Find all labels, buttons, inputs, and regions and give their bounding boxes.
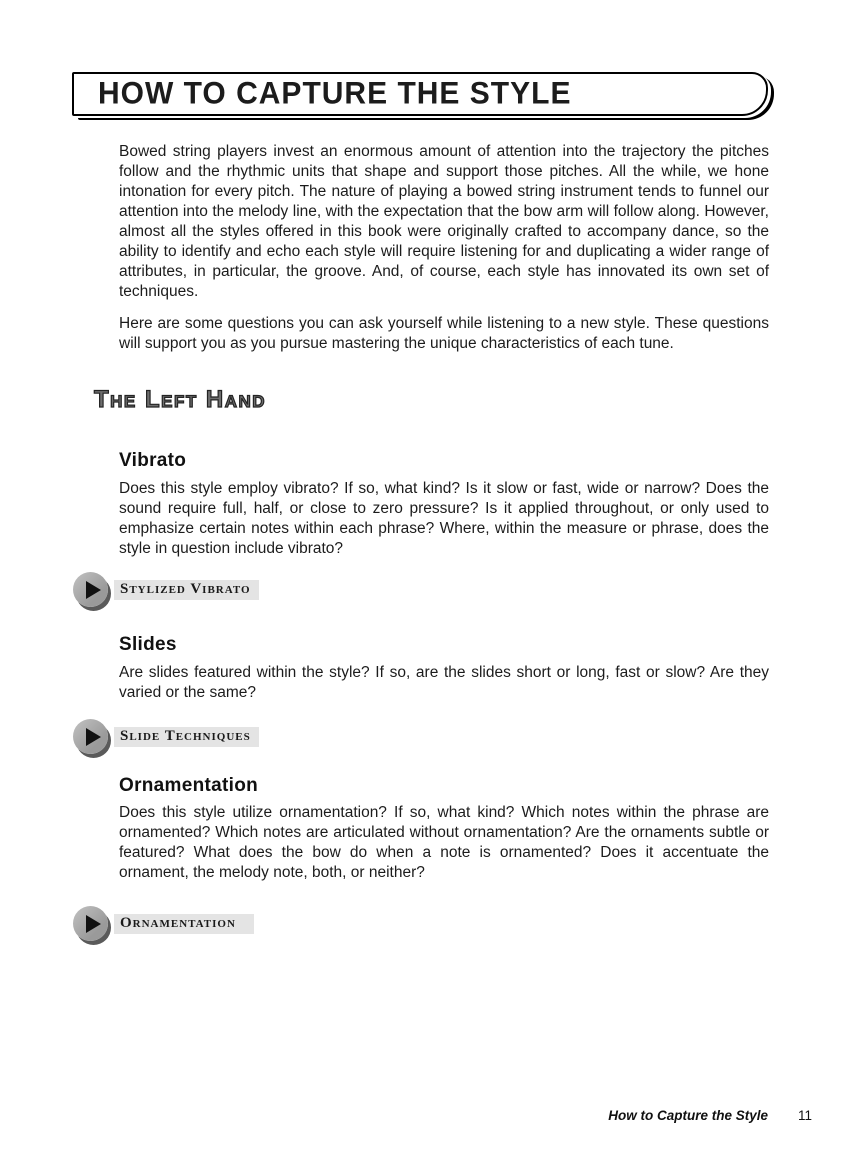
subsection-title-vibrato: Vibrato — [119, 450, 187, 471]
subsection-body-ornamentation: Does this style utilize ornamentation? If so, what kind? Which notes within the phrase are ornamented? Which notes are articulated without ornamentation? Are the ornaments subtle or featured? What does the bow do when a note is ornamented? Does it accentuate the ornament, the melody note, both, or neither? — [119, 804, 769, 881]
play-icon — [73, 906, 108, 941]
play-triangle-icon — [86, 728, 101, 746]
footer-page-number: 11 — [797, 1108, 812, 1123]
subsection-title-slides: Slides — [119, 634, 177, 655]
play-icon — [73, 719, 108, 754]
audio-track-label: Stylized Vibrato — [114, 580, 259, 600]
page-title: HOW TO CAPTURE THE STYLE — [98, 76, 572, 111]
audio-track-row — [73, 906, 254, 941]
audio-track-row — [73, 719, 259, 754]
audio-track-label: Ornamentation — [114, 914, 254, 934]
chapter-title-box — [72, 72, 768, 116]
audio-track-row — [73, 572, 259, 607]
play-triangle-icon — [86, 915, 101, 933]
page-footer — [608, 1108, 812, 1123]
section-heading-left-hand: The Left Hand — [94, 386, 267, 413]
subsection-title-ornamentation: Ornamentation — [119, 775, 259, 796]
play-icon — [73, 572, 108, 607]
intro-paragraph-1: Bowed string players invest an enormous amount of attention into the trajectory the pitches follow and the rhythmic units that shape and support those pitches. All the while, we hone intonation for every pitch. The nature of playing a bowed string instrument tends to funnel our attention into the melody line, with the expectation that the bow arm will follow along. However, almost all the styles offered in this book were originally crafted to accompany dance, so the ability to identify and echo each style will require listening for and duplicating a wider range of attributes, in particular, the groove. And, of course, each style has innovated its own set of techniques. — [119, 143, 769, 300]
footer-running-title: How to Capture the Style — [608, 1108, 768, 1123]
subsection-body-vibrato: Does this style employ vibrato? If so, what kind? Is it slow or fast, wide or narrow? Does the sound require full, half, or close to zero pressure? Is it applied throughout, or only used to emphasize certain notes within each phrase? Where, within the measure or phrase, does the style in question include vibrato? — [119, 480, 769, 557]
subsection-body-slides: Are slides featured within the style? If so, are the slides short or long, fast or slow? Are they varied or the same? — [119, 664, 769, 701]
intro-paragraph-2: Here are some questions you can ask yourself while listening to a new style. These questions will support you as you pursue mastering the unique characteristics of each tune. — [119, 315, 769, 352]
audio-track-label: Slide Techniques — [114, 727, 259, 747]
play-triangle-icon — [86, 581, 101, 599]
